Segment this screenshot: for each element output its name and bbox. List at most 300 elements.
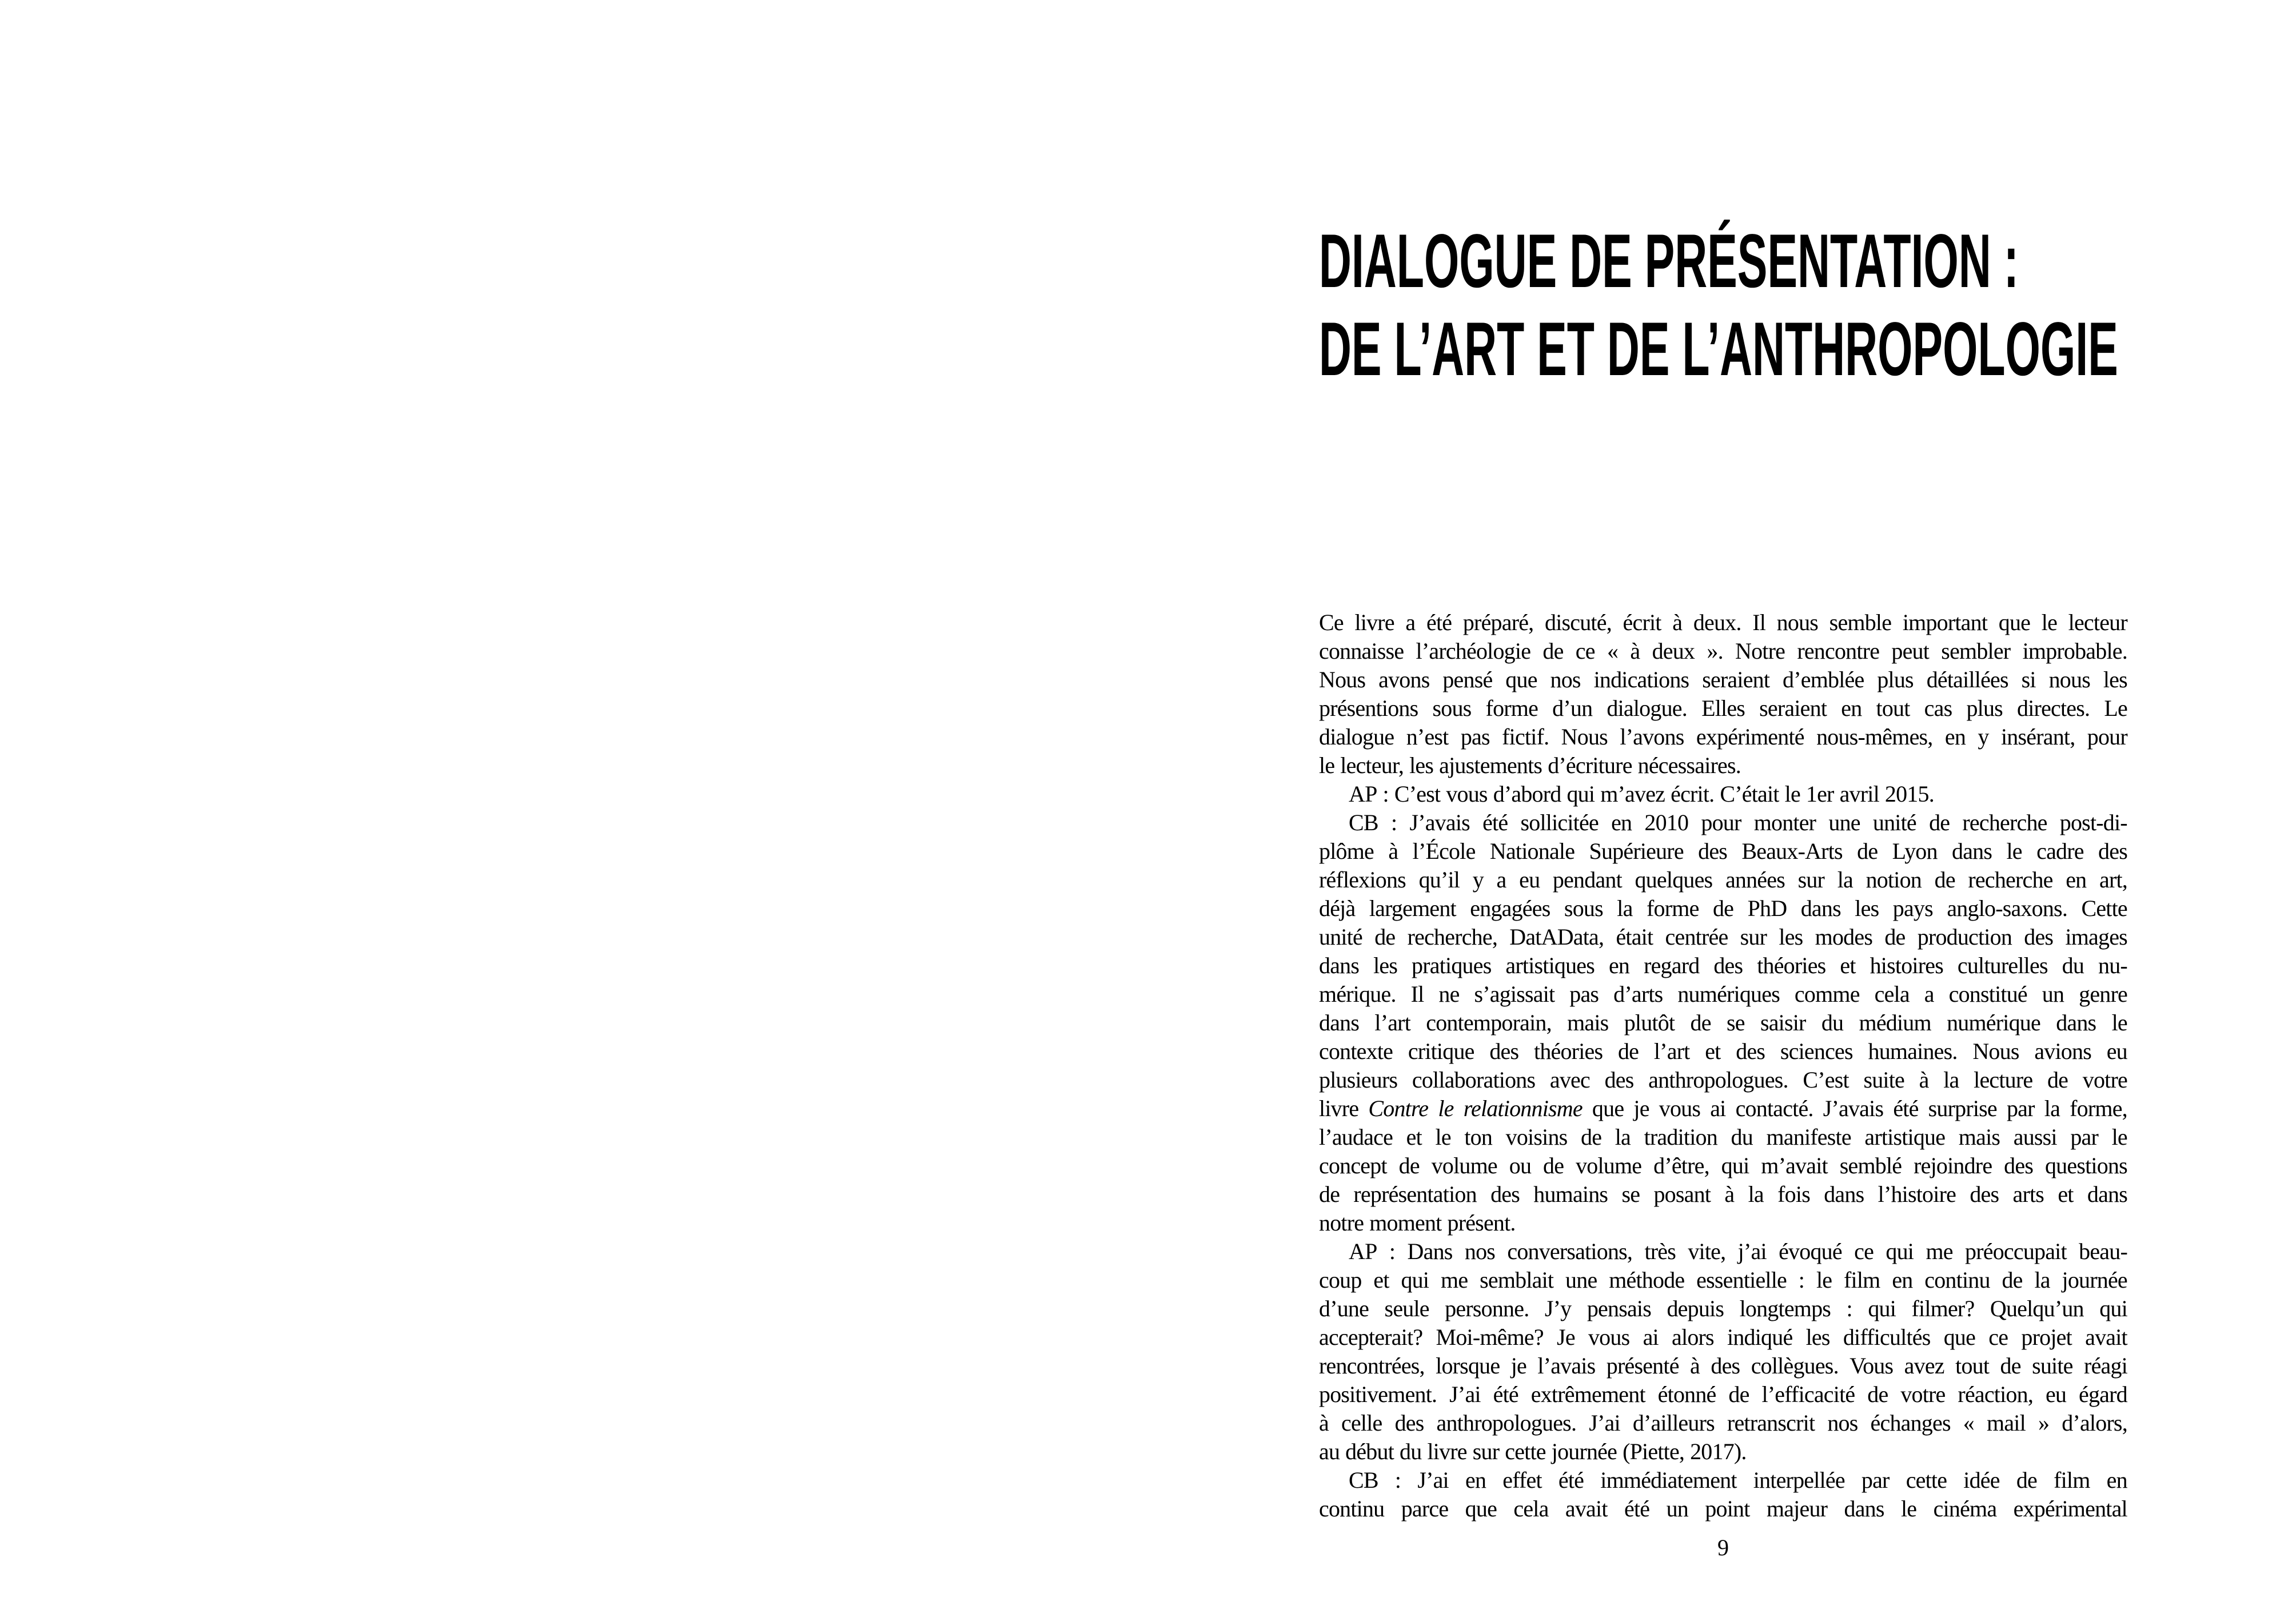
- body-word: saisir: [1760, 1010, 1806, 1035]
- body-word: extrêmement: [1530, 1381, 1645, 1407]
- body-word: en: [1892, 1267, 1913, 1293]
- body-word: pour: [1701, 810, 1741, 835]
- body-word: un: [1666, 1496, 1688, 1522]
- body-word: Supérieure: [1589, 838, 1684, 864]
- body-word: sous: [1564, 895, 1603, 921]
- body-word: théories: [1757, 953, 1826, 978]
- body-word: réaction,: [1958, 1381, 2034, 1407]
- body-word: accepterait?: [1319, 1324, 1423, 1350]
- body-word: sembler: [1941, 638, 2011, 664]
- body-word: C’était: [1720, 781, 1779, 807]
- body-word: plus: [1966, 695, 2003, 721]
- body-line: [1319, 1037, 2127, 1066]
- body-line: [1319, 1094, 2127, 1123]
- body-word: les: [1805, 1324, 1830, 1350]
- body-word: comme: [1794, 981, 1860, 1007]
- body-word: qui: [1566, 781, 1595, 807]
- body-word: nécessaires.: [1637, 752, 1741, 778]
- body-word: étonné: [1657, 1381, 1716, 1407]
- body-word: par: [2006, 1096, 2035, 1121]
- body-word: suite: [2032, 1353, 2073, 1379]
- body-word: que: [1943, 1324, 1976, 1350]
- body-word: d’arts: [1613, 981, 1663, 1007]
- body-word: anglo-saxons.: [1947, 895, 2068, 921]
- body-word: J’ai: [1417, 1467, 1449, 1493]
- body-word: les: [1409, 752, 1434, 778]
- body-word: pratiques: [1412, 953, 1492, 978]
- body-word: :: [1390, 810, 1397, 835]
- body-word: mail: [1987, 1410, 2026, 1436]
- body-word: Je: [1557, 1324, 1575, 1350]
- body-word: été: [1426, 610, 1452, 635]
- body-word: la: [1943, 1067, 1959, 1093]
- body-word: des: [1736, 1038, 1765, 1064]
- body-word: dans: [1800, 895, 1841, 921]
- body-word: fois: [1777, 1181, 1810, 1207]
- body-word: des: [1713, 953, 1743, 978]
- body-word: Ce: [1319, 610, 1344, 635]
- body-word: des: [2098, 838, 2127, 864]
- body-line: [1319, 751, 2127, 780]
- body-word: le: [2041, 610, 2058, 635]
- body-word: mais: [1958, 1124, 2000, 1150]
- body-word: de: [1542, 638, 1564, 664]
- body-word: suite: [1863, 1067, 1904, 1093]
- body-word: Moi-même?: [1436, 1324, 1544, 1350]
- body-word: retranscrit: [1727, 1410, 1815, 1436]
- body-word: :: [1394, 1467, 1401, 1493]
- body-word: cette: [1505, 1439, 1546, 1464]
- body-word: immédiatement: [1600, 1467, 1737, 1493]
- body-word: manifeste: [1766, 1124, 1851, 1150]
- body-word: et: [2058, 1181, 2074, 1207]
- body-word: (Piette,: [1623, 1439, 1685, 1464]
- body-word: l’avons: [1620, 724, 1684, 750]
- body-word: avions: [2034, 1038, 2091, 1064]
- body-line: [1319, 608, 2127, 637]
- body-word: numérique: [1947, 1010, 2040, 1035]
- body-word: pendant: [1552, 867, 1622, 893]
- body-word: des: [2024, 924, 2054, 950]
- body-word: conversations,: [1507, 1238, 1633, 1264]
- body-word: J’avais: [1409, 810, 1470, 835]
- body-word: dans: [1319, 953, 1360, 978]
- body-word: écrit.: [1671, 781, 1715, 807]
- body-word: continu: [1924, 1267, 1990, 1293]
- body-line: [1319, 1323, 2127, 1352]
- body-line: [1319, 866, 2127, 894]
- body-word: qui: [2099, 1296, 2127, 1321]
- body-line: [1319, 894, 2127, 923]
- body-word: monter: [1753, 810, 1816, 835]
- body-line: [1319, 1209, 2127, 1237]
- body-word: eu: [2106, 1038, 2127, 1064]
- body-word: médium: [1859, 1010, 1931, 1035]
- body-word: votre: [1900, 1381, 1946, 1407]
- body-word: m’avait: [1761, 1153, 1828, 1178]
- body-word: journée: [1551, 1439, 1617, 1464]
- body-word: C’est: [1803, 1067, 1849, 1093]
- body-word: rejoindre: [1914, 1153, 1992, 1178]
- body-word: dans: [2056, 1010, 2096, 1035]
- body-word: déjà: [1319, 895, 1356, 921]
- body-word: des: [1394, 1410, 1424, 1436]
- body-word: d’écriture: [1548, 752, 1632, 778]
- body-word: m’avez: [1600, 781, 1665, 807]
- body-line: [1319, 1495, 2127, 1523]
- body-word: avons: [1378, 667, 1430, 692]
- body-word: l’avais: [1537, 1353, 1596, 1379]
- body-word: plus: [1877, 667, 1914, 692]
- body-word: seraient: [1759, 695, 1827, 721]
- body-word: numériques: [1677, 981, 1780, 1007]
- body-word: J’avais: [1823, 1096, 1884, 1121]
- body-word: recherche: [1968, 867, 2053, 893]
- body-word: le: [1319, 752, 1335, 778]
- body-word: questions: [2044, 1153, 2127, 1178]
- body-word: eu: [1519, 867, 1540, 893]
- body-word: ».: [1707, 638, 1723, 664]
- body-word: cette: [1906, 1467, 1947, 1493]
- body-word: la: [1617, 895, 1633, 921]
- body-word: pensais: [1587, 1296, 1652, 1321]
- body-word: a: [1924, 981, 1934, 1007]
- body-word: cela: [1874, 981, 1910, 1007]
- body-word: l’archéologie: [1416, 638, 1531, 664]
- body-word: constitué: [1948, 981, 2027, 1007]
- body-word: les: [1373, 953, 1398, 978]
- body-word: nos: [1550, 667, 1581, 692]
- body-word: contemporain,: [1426, 1010, 1552, 1035]
- body-word: deux: [1652, 638, 1695, 664]
- body-word: lecteur: [2068, 610, 2127, 635]
- body-word: ce: [1854, 1238, 1874, 1264]
- body-word: semblé: [1839, 1153, 1902, 1178]
- body-word: dans: [1319, 1010, 1360, 1035]
- body-word: expérimental: [2013, 1496, 2127, 1522]
- body-word: très: [1644, 1238, 1676, 1264]
- body-word: votre: [2082, 1067, 2127, 1093]
- body-word: se: [1726, 1010, 1745, 1035]
- body-word: présentions: [1319, 695, 1418, 721]
- body-word: production: [1917, 924, 2012, 950]
- body-word: de: [1543, 1153, 1564, 1178]
- body-word: point: [1705, 1496, 1750, 1522]
- body-word: d’emblée: [1783, 667, 1864, 692]
- body-word: d’une: [1319, 1296, 1369, 1321]
- body-word: des: [1604, 1067, 1634, 1093]
- body-word: en: [1608, 953, 1630, 978]
- body-word: des: [1489, 1038, 1519, 1064]
- body-word: me: [1926, 1238, 1953, 1264]
- body-word: Lyon: [1892, 838, 1938, 864]
- body-word: ai: [1710, 1096, 1726, 1121]
- body-line: [1319, 666, 2127, 694]
- body-word: longtemps: [1739, 1296, 1831, 1321]
- body-word: post-di-: [2059, 810, 2127, 835]
- body-word: du: [1400, 1439, 1422, 1464]
- body-line: [1319, 694, 2127, 723]
- body-word: avait: [1565, 1496, 1608, 1522]
- body-word: pas: [1569, 981, 1599, 1007]
- body-word: que: [1465, 1496, 1497, 1522]
- body-word: nu-: [2098, 953, 2127, 978]
- body-line: [1319, 1409, 2127, 1437]
- body-word: mais: [1567, 1010, 1609, 1035]
- body-word: les: [1779, 924, 1803, 950]
- body-word: livre: [1319, 1096, 1359, 1121]
- body-word: collaborations: [1412, 1067, 1536, 1093]
- body-word: l’histoire: [1878, 1181, 1956, 1207]
- body-word: lecteur,: [1340, 752, 1404, 778]
- body-word: du: [1731, 1124, 1753, 1150]
- body-word: tradition: [1644, 1124, 1717, 1150]
- body-word: concept: [1319, 1153, 1387, 1178]
- body-word: pays: [1892, 895, 1933, 921]
- body-word: de: [1319, 1181, 1340, 1207]
- body-word: l’efficacité: [1761, 1381, 1855, 1407]
- body-word: important: [1902, 610, 1988, 635]
- body-word: effet: [1502, 1467, 1542, 1493]
- body-word: de: [1728, 1381, 1749, 1407]
- chapter-title: [1319, 217, 2118, 393]
- body-word: filmer?: [1911, 1296, 1975, 1321]
- body-word: d’alors,: [2062, 1410, 2127, 1436]
- body-word: qui: [1721, 1153, 1749, 1178]
- body-word: les: [1855, 895, 1879, 921]
- body-word: :: [1798, 1267, 1805, 1293]
- body-word: le: [2111, 1124, 2127, 1150]
- body-word: qui: [1401, 1267, 1429, 1293]
- body-word: alors: [1672, 1324, 1714, 1350]
- body-line: [1319, 1352, 2127, 1380]
- body-word: le: [2111, 1010, 2127, 1035]
- body-word: AP: [1349, 1238, 1377, 1264]
- body-word: collègues.: [1751, 1353, 1839, 1379]
- body-word: à: [1319, 1410, 1329, 1436]
- body-word: seule: [1384, 1296, 1429, 1321]
- body-word: s’agissait: [1474, 981, 1555, 1007]
- body-word: des: [1711, 1353, 1740, 1379]
- body-word: Quelqu’un: [1990, 1296, 2084, 1321]
- body-word: cas: [1924, 695, 1952, 721]
- body-word: connaisse: [1319, 638, 1404, 664]
- body-line: [1319, 1066, 2127, 1094]
- body-word: y: [1978, 724, 1989, 750]
- body-word: présenté: [1606, 1353, 1679, 1379]
- body-word: vite,: [1688, 1238, 1726, 1264]
- body-word: années: [1725, 867, 1785, 893]
- body-word: préparé,: [1462, 610, 1534, 635]
- body-word: artistique: [1864, 1124, 1946, 1150]
- body-word: rencontrées,: [1319, 1353, 1425, 1379]
- body-word: fictif.: [1502, 724, 1549, 750]
- body-word: semble: [1829, 610, 1892, 635]
- body-word: semblait: [1480, 1267, 1554, 1293]
- body-word: et: [1373, 1267, 1389, 1293]
- body-line: [1319, 780, 2127, 808]
- body-word: AP: [1349, 781, 1377, 807]
- body-word: détaillées: [1926, 667, 2008, 692]
- right-page: [1148, 0, 2296, 1621]
- body-word: notre: [1319, 1210, 1364, 1236]
- body-word: livre: [1427, 1439, 1467, 1464]
- body-word: images: [2065, 924, 2127, 950]
- body-word: par: [1861, 1467, 1890, 1493]
- body-word: de: [1690, 1010, 1711, 1035]
- body-word: depuis: [1667, 1296, 1724, 1321]
- body-word: me: [1441, 1267, 1468, 1293]
- body-word: été: [1893, 1096, 1919, 1121]
- body-word: et: [1840, 953, 1856, 978]
- body-word: échanges: [1870, 1410, 1951, 1436]
- body-word: Nous: [1972, 1038, 2019, 1064]
- body-word: présent.: [1447, 1210, 1516, 1236]
- body-word: cinéma: [1933, 1496, 1997, 1522]
- body-word: unité: [1319, 924, 1362, 950]
- body-word: représentation: [1353, 1181, 1477, 1207]
- body-word: du: [1821, 1010, 1844, 1035]
- body-word: ajustements: [1439, 752, 1542, 778]
- body-word: cadre: [2036, 838, 2084, 864]
- body-word: de: [1884, 924, 1906, 950]
- body-word: film: [1844, 1267, 1880, 1293]
- body-word: dans: [1844, 1496, 1884, 1522]
- body-word: qui: [1886, 1238, 1914, 1264]
- body-word: forme: [1485, 695, 1538, 721]
- body-word: majeur: [1766, 1496, 1828, 1522]
- body-word: en: [2066, 867, 2087, 893]
- page-number: 9: [1717, 1535, 1729, 1560]
- chapter-title-line-2: DE L’ART ET DE L’ANTHROPOLOGIE: [1319, 307, 2118, 392]
- body-word: Vous: [1849, 1353, 1894, 1379]
- body-word: Nous: [1319, 667, 1366, 692]
- body-word: rencontre: [1797, 638, 1880, 664]
- body-word: de: [1398, 1153, 1420, 1178]
- body-word: volume: [1431, 1153, 1497, 1178]
- body-word: ce: [1575, 638, 1595, 664]
- body-word: pensé: [1442, 667, 1493, 692]
- body-word: Nous: [1561, 724, 1608, 750]
- body-word: ai: [1643, 1324, 1659, 1350]
- body-word: deux.: [1693, 610, 1741, 635]
- body-word: critique: [1408, 1038, 1474, 1064]
- body-word: peut: [1891, 638, 1930, 664]
- body-word: tout: [1955, 1353, 1990, 1379]
- body-word: plutôt: [1624, 1010, 1675, 1035]
- body-word: mérique.: [1319, 981, 1396, 1007]
- body-line: [1319, 723, 2127, 751]
- body-word: si: [2021, 667, 2036, 692]
- body-word: sur: [1740, 924, 1767, 950]
- body-word: des: [1698, 838, 1728, 864]
- body-word: 2010: [1644, 810, 1689, 835]
- body-word: posant: [1653, 1181, 1711, 1207]
- body-word: notion: [1866, 867, 1922, 893]
- body-word: de: [2016, 1467, 2037, 1493]
- body-word: recherche,: [1407, 924, 1498, 950]
- body-word: ce: [1988, 1324, 2008, 1350]
- body-word: avait: [2085, 1324, 2127, 1350]
- body-word: coup: [1319, 1267, 1362, 1293]
- body-word: le: [1900, 1496, 1917, 1522]
- body-word: que: [1592, 1096, 1624, 1121]
- body-word: l’audace: [1319, 1124, 1393, 1150]
- body-word: genre: [2079, 981, 2127, 1007]
- body-word: lorsque: [1436, 1353, 1500, 1379]
- body-word: modes: [1815, 924, 1873, 950]
- body-word: pas: [1460, 724, 1490, 750]
- body-word-italic: relationnisme: [1463, 1096, 1583, 1121]
- body-word: pour: [2087, 724, 2127, 750]
- body-word: CB: [1349, 810, 1378, 835]
- body-word: l’art: [1374, 1010, 1411, 1035]
- body-word: ne: [1438, 981, 1460, 1007]
- body-word: que: [1998, 610, 2031, 635]
- body-line: [1319, 1266, 2127, 1295]
- body-word: théories: [1534, 1038, 1603, 1064]
- body-word: du: [2062, 953, 2084, 978]
- body-word: forme,: [2070, 1096, 2127, 1121]
- body-word: indications: [1593, 667, 1689, 692]
- body-word: nous: [2048, 667, 2090, 692]
- body-word: par: [2070, 1124, 2099, 1150]
- body-word: Beaux-Arts: [1741, 838, 1843, 864]
- body-word: «: [1607, 638, 1619, 664]
- body-word: CB: [1349, 1467, 1378, 1493]
- body-word: 2015.: [1884, 781, 1934, 807]
- body-word: aussi: [2013, 1124, 2057, 1150]
- body-word: indiqué: [1727, 1324, 1793, 1350]
- body-word: positivement.: [1319, 1381, 1437, 1407]
- body-word: de: [1581, 1124, 1602, 1150]
- body-word: des: [2004, 1153, 2034, 1178]
- body-word: essentielle: [1696, 1267, 1787, 1293]
- body-word: arts: [2012, 1181, 2044, 1207]
- body-word: de: [1857, 838, 1878, 864]
- body-line: [1319, 808, 2127, 837]
- body-word: insérant,: [2000, 724, 2075, 750]
- body-word: à: [1919, 1067, 1929, 1093]
- body-word: PhD: [1747, 895, 1787, 921]
- body-word: se: [1621, 1181, 1640, 1207]
- body-word: «: [1963, 1410, 1974, 1436]
- body-line: [1319, 1123, 2127, 1152]
- body-word: dialogue: [1319, 724, 1394, 750]
- body-word: :: [1382, 781, 1389, 807]
- body-word: à: [1388, 838, 1398, 864]
- body-word: cela: [1513, 1496, 1549, 1522]
- body-word: avril: [1839, 781, 1879, 807]
- body-word: discuté,: [1545, 610, 1612, 635]
- body-word: livre: [1354, 610, 1394, 635]
- body-line: [1319, 1009, 2127, 1037]
- body-word: humains: [1533, 1181, 1608, 1207]
- body-word: l’art: [1653, 1038, 1690, 1064]
- body-word: Il: [1410, 981, 1424, 1007]
- body-word: égard: [2079, 1381, 2127, 1407]
- body-word: dans: [2087, 1181, 2127, 1207]
- body-word: Le: [2104, 695, 2127, 721]
- body-word: art,: [2099, 867, 2127, 893]
- body-word: projet: [2021, 1324, 2072, 1350]
- body-word: film: [2054, 1467, 2090, 1493]
- body-word: été: [1482, 810, 1508, 835]
- body-word: :: [1389, 1238, 1396, 1264]
- body-line: [1319, 980, 2127, 1009]
- body-word-italic: Contre: [1368, 1096, 1429, 1121]
- body-word: méthode: [1609, 1267, 1685, 1293]
